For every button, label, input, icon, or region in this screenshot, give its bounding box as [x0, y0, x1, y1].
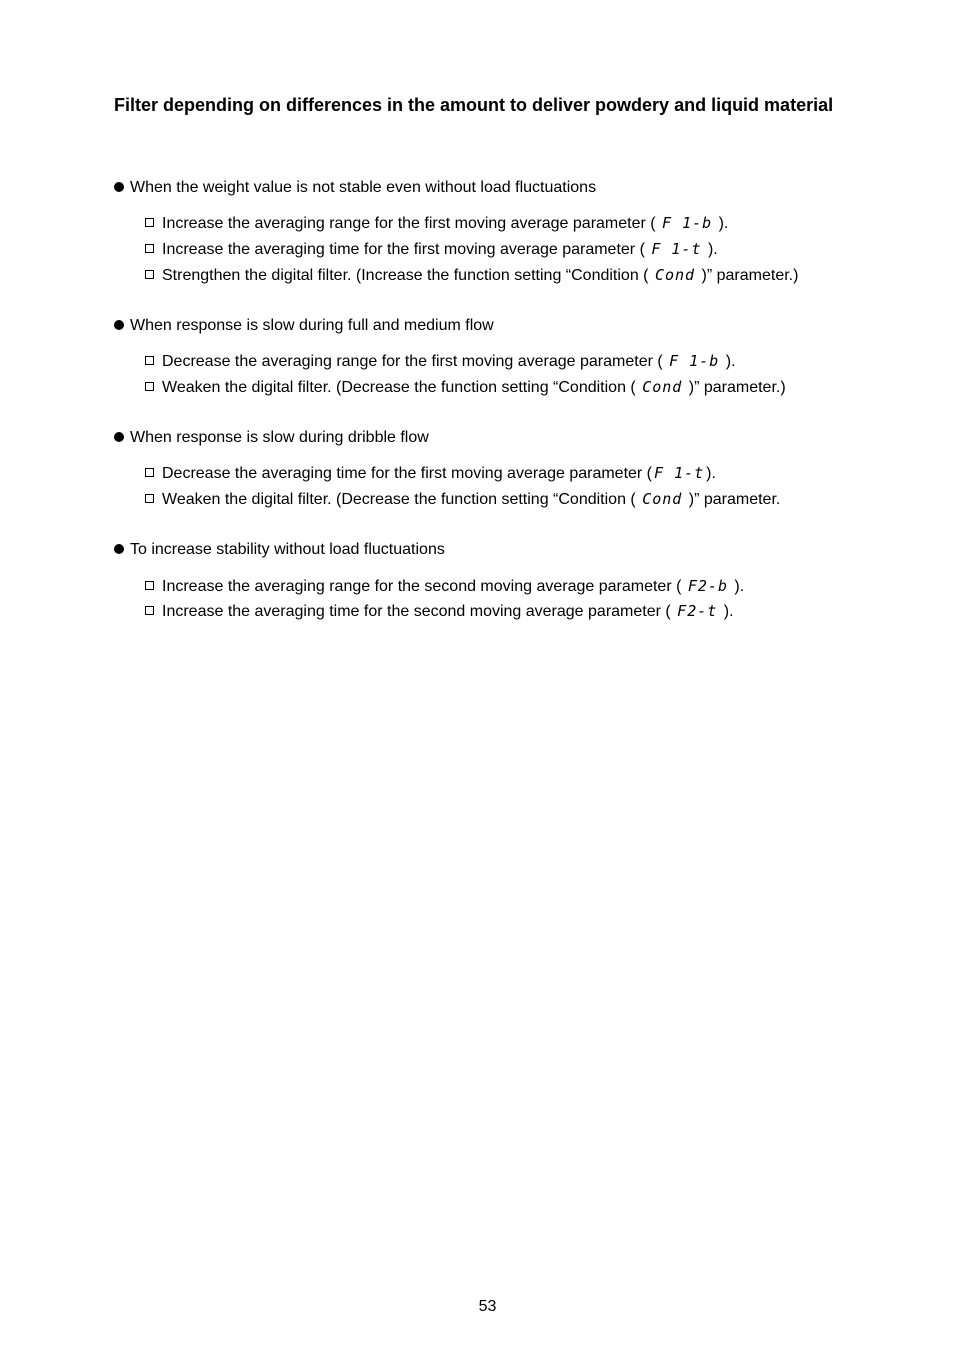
bullet-text: When the weight value is not stable even without load fluctuations [130, 179, 597, 196]
bullet-item [114, 316, 494, 336]
parameter-code: Cond [642, 378, 683, 396]
sub-item [145, 213, 728, 234]
bullet-item [114, 428, 429, 448]
sub-item [145, 463, 716, 484]
parameter-code: F 1-t [651, 240, 702, 258]
parameter-code: Cond [654, 266, 696, 284]
parameter-code: F2-t [677, 602, 718, 620]
square-bullet-icon [145, 382, 154, 391]
sub-item-text: Strengthen the digital filter. (Increase the function setting “Condition ( [162, 267, 653, 284]
sub-item-text: Increase the averaging range for the second moving average parameter ( [162, 578, 686, 595]
sub-item-text: Weaken the digital filter. (Decrease the function setting “Condition ( [162, 491, 641, 508]
sub-item [145, 239, 718, 260]
square-bullet-icon [145, 244, 154, 253]
sub-item-text-end: ). [714, 215, 729, 232]
sub-item-text: Increase the averaging range for the first moving average parameter ( [162, 215, 661, 232]
bullet-dot-icon [114, 432, 124, 442]
page-number: 53 [478, 1298, 497, 1315]
sub-item-text: Increase the averaging time for the first moving average parameter ( [162, 241, 650, 258]
bullet-item [114, 540, 445, 560]
section-heading: Filter depending on differences in the amount to deliver powdery and liquid material [114, 95, 834, 115]
sub-item-text: Decrease the averaging time for the first moving average parameter ( [162, 465, 653, 482]
sub-item-text: Increase the averaging time for the second moving average parameter ( [162, 603, 676, 620]
square-bullet-icon [145, 581, 154, 590]
sub-item-text: Weaken the digital filter. (Decrease the function setting “Condition ( [162, 379, 641, 396]
sub-item [145, 489, 780, 510]
sub-item [145, 576, 744, 597]
parameter-code: F 1-b [669, 352, 720, 370]
square-bullet-icon [145, 356, 154, 365]
sub-item-text: Decrease the averaging range for the first moving average parameter ( [162, 353, 668, 370]
bullet-dot-icon [114, 544, 124, 554]
sub-item-text-end: ). [721, 353, 736, 370]
sub-item [145, 377, 786, 398]
parameter-code: F2-b [687, 577, 728, 595]
square-bullet-icon [145, 218, 154, 227]
sub-item-text-end: ). [706, 465, 716, 482]
sub-item-text-end: ). [703, 241, 718, 258]
sub-item [145, 265, 798, 286]
sub-item-text-end: )” parameter.) [684, 379, 786, 396]
sub-item [145, 351, 736, 372]
sub-item [145, 601, 734, 622]
sub-item-text-end: ). [719, 603, 734, 620]
square-bullet-icon [145, 468, 154, 477]
sub-item-text-end: ). [729, 578, 745, 595]
parameter-code: F 1-t [654, 464, 705, 482]
sub-item-text-end: )” parameter. [684, 491, 781, 508]
square-bullet-icon [145, 606, 154, 615]
square-bullet-icon [145, 270, 154, 279]
bullet-text: When response is slow during full and medium flow [130, 317, 494, 334]
bullet-text: When response is slow during dribble flow [130, 429, 429, 446]
parameter-code: F 1-b [662, 214, 713, 232]
sub-item-text-end: )” parameter.) [697, 267, 799, 284]
parameter-code: Cond [642, 490, 683, 508]
bullet-text: To increase stability without load fluctuations [130, 541, 445, 558]
bullet-item [114, 178, 596, 198]
bullet-dot-icon [114, 182, 124, 192]
square-bullet-icon [145, 494, 154, 503]
bullet-dot-icon [114, 320, 124, 330]
